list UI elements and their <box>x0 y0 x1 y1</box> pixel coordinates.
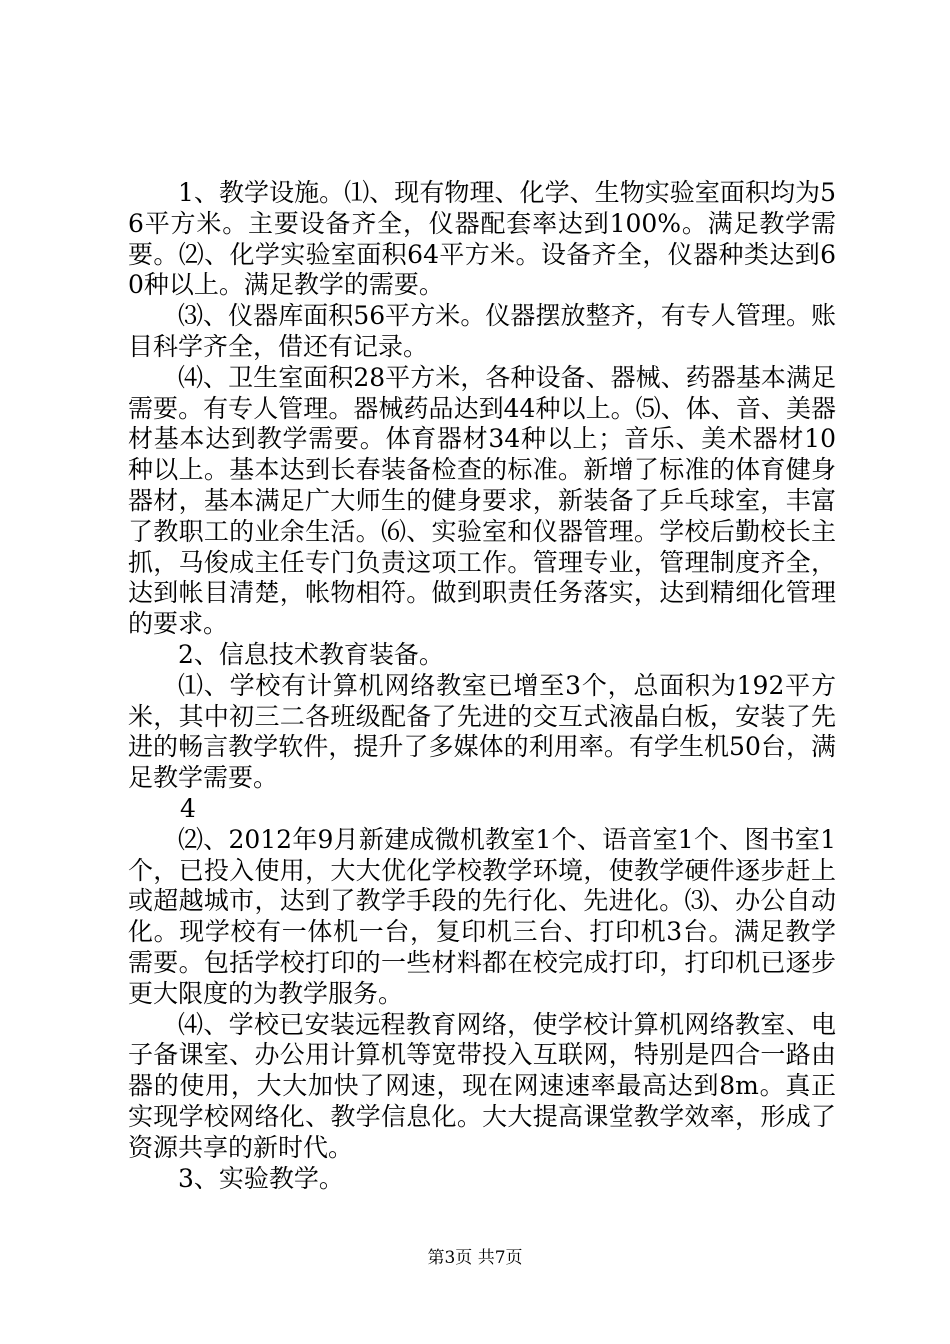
paragraph-remote-education: ⑷、学校已安装远程教育网络，使学校计算机网络教室、电子备课室、办公用计算机等宽带投入互联网，特别是四合一路由器的使用，大大加快了网速，现在网速速率最高达到8m。真正实现学校网络化、教学信息化。大大提高课堂教学效率，形成了资源共享的新时代。 <box>128 1009 836 1162</box>
heading-experiment-teaching: 3、实验教学。 <box>178 1163 344 1193</box>
paragraph-instrument-storage: ⑶、仪器库面积56平方米。仪器摆放整齐，有专人管理。账目科学齐全，借还有记录。 <box>128 301 836 361</box>
paragraph-new-classrooms: ⑵、2012年9月新建成微机教室1个、语音室1个、图书室1个，已投入使用，大大优化学校教学环境，使教学硬件逐步赶上或超越城市，达到了教学手段的先行化、先进化。⑶、办公自动化。现学校有一体机一台，复印机三台、打印机3台。满足教学需要。包括学校打印的一些材料都在校完成打印，打印机已逐步更大限度的为教学服务。 <box>128 824 836 1008</box>
heading-it-equipment: 2、信息技术教育装备。 <box>178 639 444 669</box>
inline-page-number: 4 <box>180 793 196 823</box>
paragraph-teaching-facilities: 1、教学设施。⑴、现有物理、化学、生物实验室面积均为56平方米。主要设备齐全，仪器配套率达到100%。满足教学需要。⑵、化学实验室面积64平方米。设备齐全，仪器种类达到60种以上。满足教学的需要。 <box>128 178 836 300</box>
paragraph-computer-rooms: ⑴、学校有计算机网络教室已增至3个，总面积为192平方米，其中初三二各班级配备了先进的交互式液晶白板，安装了先进的畅言教学软件，提升了多媒体的利用率。有学生机50台，满足教学需要。 <box>128 670 836 793</box>
page-footer: 第3页 共7页 <box>427 1248 523 1268</box>
paragraph-health-room: ⑷、卫生室面积28平方米，各种设备、器械、药器基本满足需要。有专人管理。器械药品达到44种以上。⑸、体、音、美器材基本达到教学需要。体育器材34种以上；音乐、美术器材10种以上。基本达到长春装备检查的标准。新增了标准的体育健身器材，基本满足广大师生的健身要求，新装备了乒乓球室，丰富了教职工的业余生活。⑹、实验室和仪器管理。学校后勤校长主抓，马俊成主任专门负责这项工作。管理专业，管理制度齐全，达到帐目清楚，帐物相符。做到职责任务落实，达到精细化管理的要求。 <box>128 362 836 639</box>
document-body <box>128 178 836 1194</box>
